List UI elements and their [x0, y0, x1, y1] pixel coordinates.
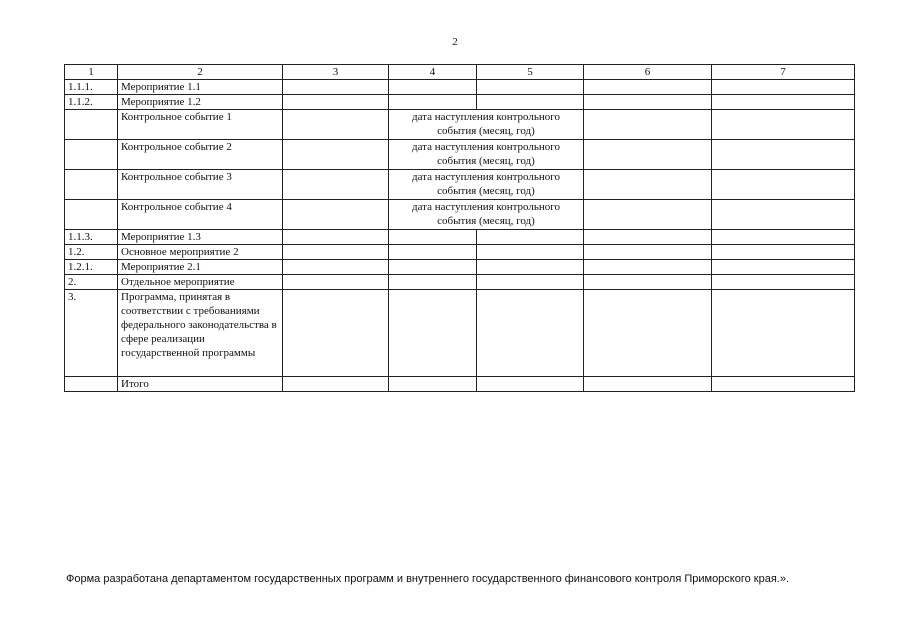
table-row — [65, 110, 855, 140]
row-number-cell: 1.2. — [65, 245, 118, 260]
column-header: 2 — [118, 65, 283, 80]
events-table — [64, 64, 855, 392]
control-date-cell: дата наступления контрольного события (месяц, год) — [389, 170, 584, 200]
column-header: 3 — [283, 65, 389, 80]
row-number-cell: 1.1.3. — [65, 230, 118, 245]
empty-cell — [389, 95, 477, 110]
control-date-cell: дата наступления контрольного события (месяц, год) — [389, 140, 584, 170]
table-row — [65, 95, 855, 110]
empty-cell — [477, 245, 584, 260]
empty-cell — [283, 230, 389, 245]
empty-cell — [283, 95, 389, 110]
empty-cell — [712, 230, 855, 245]
row-number-cell: 3. — [65, 290, 118, 377]
empty-cell — [389, 290, 477, 377]
empty-cell — [283, 80, 389, 95]
empty-cell — [584, 80, 712, 95]
footer-note: Форма разработана департаментом государственных программ и внутреннего государственного финансового контроля Приморского края.». — [66, 573, 790, 585]
empty-cell — [584, 290, 712, 377]
empty-cell — [712, 245, 855, 260]
column-header: 7 — [712, 65, 855, 80]
table-row — [65, 275, 855, 290]
empty-cell — [283, 110, 389, 140]
empty-cell — [477, 230, 584, 245]
empty-cell — [712, 140, 855, 170]
empty-cell — [712, 200, 855, 230]
row-name-cell: Контрольное событие 1 — [118, 110, 283, 140]
row-number-cell — [65, 140, 118, 170]
row-number-cell — [65, 110, 118, 140]
empty-cell — [283, 170, 389, 200]
table-header-row — [65, 65, 855, 80]
table-row — [65, 80, 855, 95]
empty-cell — [283, 260, 389, 275]
row-name-cell: Программа, принятая в соответствии с требованиями федерального законодательства в сфере реализации государственной программы — [118, 290, 283, 377]
empty-cell — [389, 230, 477, 245]
empty-cell — [584, 377, 712, 392]
row-name-cell: Основное мероприятие 2 — [118, 245, 283, 260]
column-header: 5 — [477, 65, 584, 80]
empty-cell — [712, 290, 855, 377]
row-number-cell: 1.1.1. — [65, 80, 118, 95]
empty-cell — [712, 275, 855, 290]
control-date-cell: дата наступления контрольного события (месяц, год) — [389, 200, 584, 230]
table-row — [65, 230, 855, 245]
empty-cell — [584, 110, 712, 140]
row-name-cell: Мероприятие 1.1 — [118, 80, 283, 95]
row-number-cell — [65, 170, 118, 200]
empty-cell — [712, 170, 855, 200]
empty-cell — [584, 170, 712, 200]
empty-cell — [584, 140, 712, 170]
empty-cell — [584, 245, 712, 260]
row-name-cell: Итого — [118, 377, 283, 392]
column-header: 1 — [65, 65, 118, 80]
empty-cell — [712, 260, 855, 275]
row-name-cell: Мероприятие 1.3 — [118, 230, 283, 245]
row-number-cell — [65, 377, 118, 392]
table-row — [65, 170, 855, 200]
table-row — [65, 245, 855, 260]
row-name-cell: Контрольное событие 3 — [118, 170, 283, 200]
empty-cell — [477, 260, 584, 275]
table-row — [65, 260, 855, 275]
empty-cell — [477, 275, 584, 290]
empty-cell — [283, 245, 389, 260]
empty-cell — [477, 80, 584, 95]
empty-cell — [389, 80, 477, 95]
table-total-row — [65, 377, 855, 392]
table-row — [65, 200, 855, 230]
row-name-cell: Мероприятие 2.1 — [118, 260, 283, 275]
empty-cell — [283, 275, 389, 290]
row-name-cell: Контрольное событие 4 — [118, 200, 283, 230]
empty-cell — [283, 140, 389, 170]
row-name-cell: Отдельное мероприятие — [118, 275, 283, 290]
page-number: 2 — [452, 36, 458, 48]
empty-cell — [584, 95, 712, 110]
empty-cell — [712, 95, 855, 110]
empty-cell — [389, 260, 477, 275]
empty-cell — [283, 200, 389, 230]
row-name-cell: Мероприятие 1.2 — [118, 95, 283, 110]
empty-cell — [389, 275, 477, 290]
empty-cell — [712, 110, 855, 140]
table-row — [65, 140, 855, 170]
empty-cell — [712, 80, 855, 95]
table-row — [65, 290, 855, 377]
empty-cell — [584, 275, 712, 290]
row-name-cell: Контрольное событие 2 — [118, 140, 283, 170]
row-number-cell: 1.2.1. — [65, 260, 118, 275]
control-date-cell: дата наступления контрольного события (месяц, год) — [389, 110, 584, 140]
empty-cell — [584, 200, 712, 230]
row-number-cell: 1.1.2. — [65, 95, 118, 110]
empty-cell — [389, 245, 477, 260]
empty-cell — [477, 377, 584, 392]
empty-cell — [584, 260, 712, 275]
empty-cell — [477, 290, 584, 377]
empty-cell — [712, 377, 855, 392]
column-header: 4 — [389, 65, 477, 80]
empty-cell — [283, 290, 389, 377]
row-number-cell: 2. — [65, 275, 118, 290]
empty-cell — [584, 230, 712, 245]
empty-cell — [389, 377, 477, 392]
empty-cell — [477, 95, 584, 110]
row-number-cell — [65, 200, 118, 230]
column-header: 6 — [584, 65, 712, 80]
empty-cell — [283, 377, 389, 392]
